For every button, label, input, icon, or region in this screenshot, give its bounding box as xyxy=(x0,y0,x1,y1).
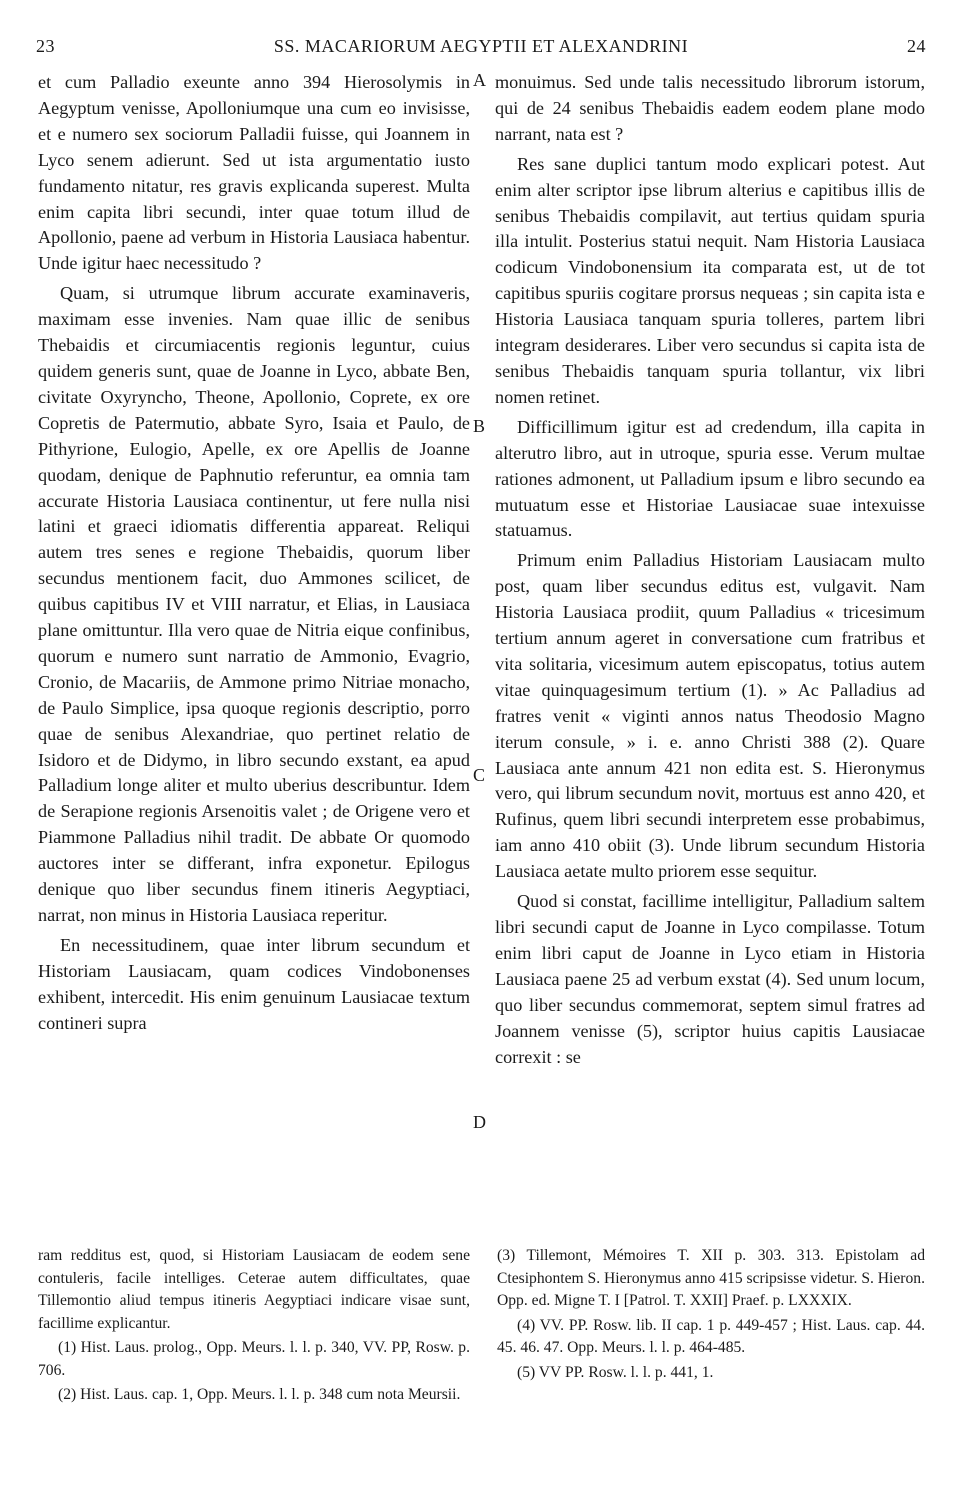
page-header xyxy=(36,36,926,60)
footnote-continuation: ram redditus est, quod, si Historiam Lausiacam de eodem sene contuleris, facile intelliges. Ceterae autem difficultates, quae Tillemontio aliud tempus itineris Aegyptiaci indicare visae sunt, facillime explicantur. xyxy=(38,1247,470,1332)
page-number-right: 24 xyxy=(907,36,926,56)
left-column xyxy=(38,70,470,1037)
paragraph: En necessitudinem, quae inter librum secundum et Historiam Lausiacam, quam codices Vindobonenses exhibent, intercedit. His enim genuinum Lausiacae textum contineri supra xyxy=(38,934,470,1033)
paragraph: Difficillimum igitur est ad credendum, illa capita in alterutro libro, aut in utroque, spuria esse. Verum multae rationes admonent, ut Palladium ipsum e libro secundo ea mutuatum esse et Historiae Lausiacae suae intexuisse statuamus. xyxy=(495,416,925,541)
footnote: (5) VV PP. Rosw. l. l. p. 441, 1. xyxy=(517,1363,714,1381)
paragraph: Quod si constat, facillime intelligitur, Palladium saltem libri secundi caput de Joanne in Lyco compilasse. Totum enim libri caput de Joanne in Lyco etiam in Historia Lausiaca paene 25 ad verbum exstat (4). Sed unum locum, quo liber secundus commemorat, septem simul fratres ad Joannem venisse (5), scriptor huius capitis Lausiacae correxit : se xyxy=(495,891,925,1067)
footnote: (1) Hist. Laus. prolog., Opp. Meurs. l. l. p. 340, VV. PP, Rosw. p. 706. xyxy=(38,1339,470,1379)
paragraph: Res sane duplici tantum modo explicari potest. Aut enim alter scriptor ipse librum alterius e capitibus illis de senibus Thebaidis compilavit, aut tertius quidam spuria illa intulit. Posterius statui nequit. Nam Historia Lausiaca codicum Vindobonensium ita comparata est, ut de tot capitibus spuriis cogitare prorsus nequeas ; sin capita ista e Historia Lausiaca tanquam spuria tolleres, partem libri integram desiderares. Liber vero secundus si capita ista de senibus Thebaidis tanquam spuria tollantur, vix libri nomen retinet. xyxy=(495,153,925,407)
margin-letter-c: C xyxy=(473,765,486,785)
right-column xyxy=(495,70,925,1070)
footnotes-right xyxy=(497,1245,925,1384)
margin-letter-a: A xyxy=(473,70,486,90)
margin-letter-b: B xyxy=(473,416,486,436)
footnote: (3) Tillemont, Mémoires T. XII p. 303. 313. Epistolam ad Ctesiphontem S. Hieronymus anno 415 scripsisse videtur. S. Hieron. Opp. ed. Migne T. I [Patrol. T. XXII] Praef. p. LXXXIX. xyxy=(497,1247,925,1309)
paragraph: monuimus. Sed unde talis necessitudo librorum istorum, qui de 24 senibus Thebaidis eadem eodem plane modo narrant, nata est ? xyxy=(495,72,925,144)
paragraph: Quam, si utrumque librum accurate examinaveris, maximam esse invenies. Nam quae illic de senibus Thebaidis et circumiacentis regionis leguntur, cuius quidem generis sunt, quae de Joanne in Lyco, abbate Ben, civitate Oxyryncho, Theone, Apollonio, Coprete, ex ore Copretis de Patermutio, abbate Syro, Isaia et Paulo, de Pithyrione, Eulogio, Apelle, ex ore Apellis de Joanne quodam, denique de Paphnutio referuntur, ea omnia tam accurate Historia Lausiaca continentur, ut fere nulla nisi latini et graeci idiomatis differentia appareat. Reliqui autem tres senes e regione Thebaidis, quorum liber secundus mentionem facit, duo Ammones scilicet, de quibus capitibus IV et VIII narratur, et Elias, in Lausiaca plane omittuntur. Illa vero quae de Nitria eique confinibus, quorum e numero sunt narratio de Ammonio, Evagrio, Cronio, de Macariis, de Ammone primo Nitriae monacho, de Paulo Simplice, ipsa quoque regionis descriptio, porro quae de senibus Alexandriae, quo pertinet relatio de Isidoro et de Didymo, in libro secundo exstant, ea apud Palladium longe aliter et multo uberius describuntur. Idem de Serapione regionis Arsenoitis valet ; de Origene vero et Piammone Palladius nihil tradit. De abbate Or quomodo auctores inter se differant, infra exponetur. Epilogus denique quo liber secundus finem itineris Aegyptiaci, narrat, non minus in Historia Lausiaca reperitur. xyxy=(38,283,470,925)
page-number-left: 23 xyxy=(36,36,55,56)
footnotes-left xyxy=(38,1245,470,1407)
margin-letter-d: D xyxy=(473,1112,486,1132)
paragraph: Primum enim Palladius Historiam Lausiacam multo post, quam liber secundus editus est, vulgavit. Nam Historia Lausiaca prodiit, quum Palladius « tricesimum tertium annum ageret in conversatione cum fratribus et vita solitaria, vicesimum autem episcopatus, totius autem vitae quinquagesimum tertium (1). » Ac Palladius ad fratres venit « viginti annos natus Theodosio Magno iterum consule, » i. e. anno Christi 388 (2). Quare Lausiaca ante annum 421 non edita est. S. Hieronymus vero, qui librum secundum novit, mortuus est anno 420, et Rufinus, quem libri secundi interpretem esse probabimus, iam anno 410 obiit (3). Unde librum secundum Historia Lausiaca aetate multo priorem esse sequitur. xyxy=(495,550,925,882)
paragraph: et cum Palladio exeunte anno 394 Hierosolymis in Aegyptum venisse, Apolloniumque una cum eo invisisse, et e numero sex sociorum Palladii fuisse, qui Joannem in Lyco senem adierunt. Sed ut ista argumentatio iusto fundamento nitatur, res gravis explicanda superest. Multa enim capita libri secundi, inter quae totum illud de Apollonio, paene ad verbum in Historia Lausiaca habentur. Unde igitur haec necessitudo ? xyxy=(38,72,470,274)
footnote: (4) VV. PP. Rosw. lib. II cap. 1 p. 449-457 ; Hist. Laus. cap. 44. 45. 46. 47. Opp. Meurs. l. l. p. 464-485. xyxy=(497,1316,925,1356)
running-title: SS. MACARIORUM AEGYPTII ET ALEXANDRINI xyxy=(273,36,689,56)
footnote: (2) Hist. Laus. cap. 1, Opp. Meurs. l. l. p. 348 cum nota Meursii. xyxy=(58,1386,461,1403)
